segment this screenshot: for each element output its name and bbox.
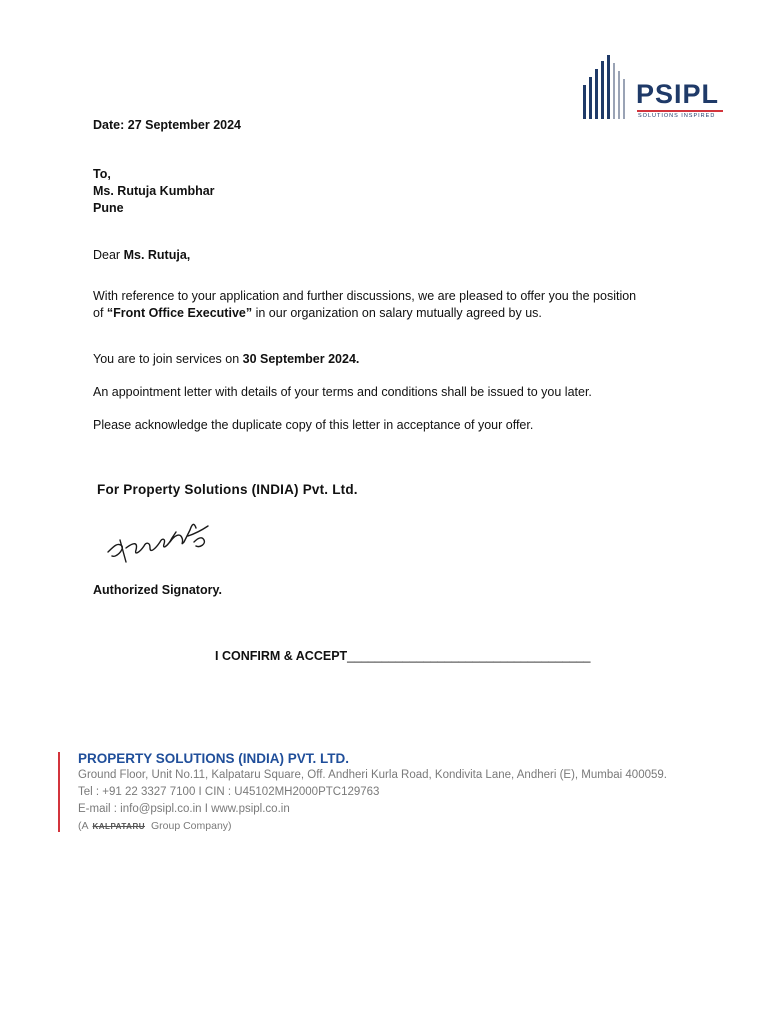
handwritten-signature [104,512,216,572]
confirm-accept-line [215,648,591,665]
kalpataru-logo: KALPATARU [92,822,145,831]
date-label: Date: [93,118,125,132]
footer-group-line [78,818,667,835]
join-text: You are to join services on [93,352,240,366]
greeting-name: Ms. Rutuja, [123,248,191,262]
recipient-city: Pune [93,201,124,215]
footer-tel-cin: Tel : +91 22 3327 7100 I CIN : U45102MH2000PTC129763 [78,786,380,798]
confirm-label: I CONFIRM & ACCEPT [215,649,348,663]
date-value: 27 September 2024 [127,118,242,132]
letterhead-footer [78,750,667,835]
footer-company-name: PROPERTY SOLUTIONS (INDIA) PVT. LTD. [78,751,350,766]
offer-line-1: With reference to your application and further discussions, we are pleased to offer you the position [93,289,637,303]
letter-date [93,117,241,134]
position-title: “Front Office Executive” [106,306,253,320]
offer-paragraph [93,288,693,322]
group-suffix: Group Company) [151,820,232,832]
company-for-line: For Property Solutions (INDIA) Pvt. Ltd. [97,482,358,497]
offer-of: of [93,306,104,320]
group-prefix: (A [78,820,89,832]
appointment-line: An appointment letter with details of your terms and conditions shall be issued to you later. [93,385,592,399]
offer-line-2 [93,305,693,322]
logo-tagline: SOLUTIONS INSPIRED [638,113,716,119]
recipient-name: Ms. Rutuja Kumbhar [93,184,215,198]
recipient-block [93,166,215,217]
greeting-prefix: Dear [93,248,121,262]
footer-email-web: E-mail : info@psipl.co.in I www.psipl.co.in [78,803,290,815]
company-logo [582,55,732,121]
join-date: 30 September 2024. [242,352,360,366]
acknowledge-line: Please acknowledge the duplicate copy of this letter in acceptance of your offer. [93,418,534,432]
confirm-signature-blank: ___________________________________ [347,649,591,663]
logo-wordmark: PSIPL [636,79,720,109]
join-line [93,351,359,368]
building-bars-icon [582,55,630,121]
footer-address: Ground Floor, Unit No.11, Kalpataru Square, Off. Andheri Kurla Road, Kondivita Lane, Andheri (E), Mumbai 400059. [78,769,667,781]
authorized-signatory: Authorized Signatory. [93,583,222,597]
to-label: To, [93,167,111,181]
logo-underline [637,110,723,112]
greeting [93,247,190,264]
footer-accent-bar [58,752,60,832]
offer-salary-text: in our organization on salary mutually agreed by us. [255,306,542,320]
